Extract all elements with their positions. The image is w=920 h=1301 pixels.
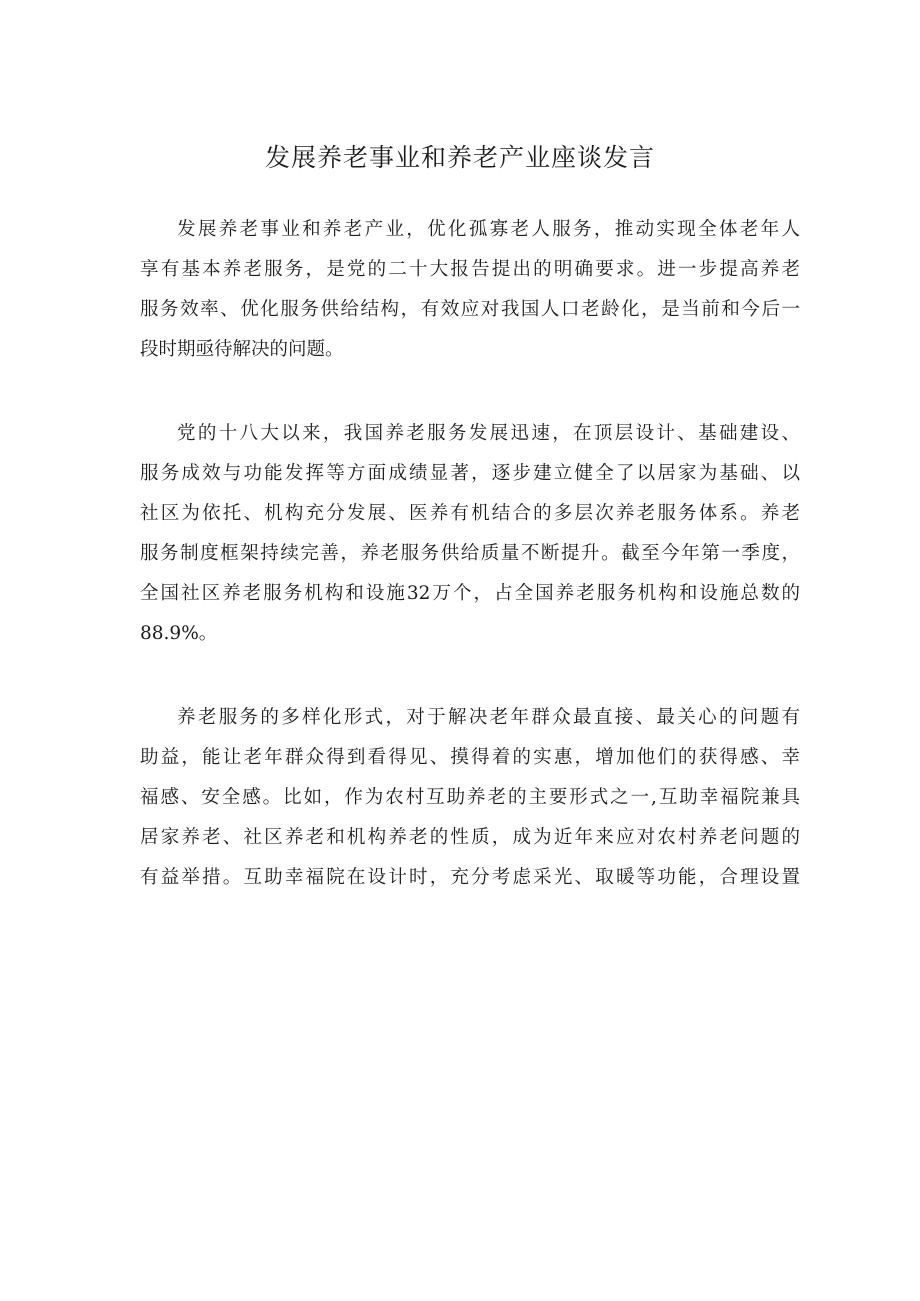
paragraph-line: 服务效率、优化服务供给结构，有效应对我国人口老龄化，是当前和今后一	[140, 299, 800, 320]
paragraph-1	[140, 210, 800, 370]
paragraph-line: 88.9%。	[140, 623, 218, 644]
paragraph-line: 服务成效与功能发挥等方面成绩显著，逐步建立健全了以居家为基础、以	[140, 463, 800, 484]
paragraph-line: 居家养老、社区养老和机构养老的性质，成为近年来应对农村养老问题的	[140, 827, 800, 848]
paragraph-3	[140, 698, 800, 898]
paragraph-line: 养老服务的多样化形式，对于解决老年群众最直接、最关心的问题有	[177, 707, 800, 728]
document-title: 发展养老事业和养老产业座谈发言	[264, 143, 655, 172]
paragraph-line: 党的十八大以来，我国养老服务发展迅速，在顶层设计、基础建设、	[177, 423, 800, 444]
paragraph-line: 服务制度框架持续完善，养老服务供给质量不断提升。截至今年第一季度，	[140, 543, 800, 564]
paragraph-line: 福感、安全感。比如，作为农村互助养老的主要形式之一,互助幸福院兼具	[140, 787, 800, 808]
paragraph-line: 助益，能让老年群众得到看得见、摸得着的实惠，增加他们的获得感、幸	[140, 747, 800, 768]
paragraph-line: 段时期亟待解决的问题。	[140, 339, 344, 360]
paragraph-2	[140, 414, 800, 654]
paragraph-line: 发展养老事业和养老产业，优化孤寡老人服务，推动实现全体老年人	[177, 219, 800, 240]
paragraph-line: 有益举措。互助幸福院在设计时，充分考虑采光、取暖等功能，合理设置	[140, 867, 800, 888]
paragraph-line: 享有基本养老服务，是党的二十大报告提出的明确要求。进一步提高养老	[140, 259, 800, 280]
document-body	[140, 210, 800, 942]
paragraph-line: 社区为依托、机构充分发展、医养有机结合的多层次养老服务体系。养老	[140, 503, 800, 524]
paragraph-line: 全国社区养老服务机构和设施32万个，占全国养老服务机构和设施总数的	[140, 583, 800, 604]
